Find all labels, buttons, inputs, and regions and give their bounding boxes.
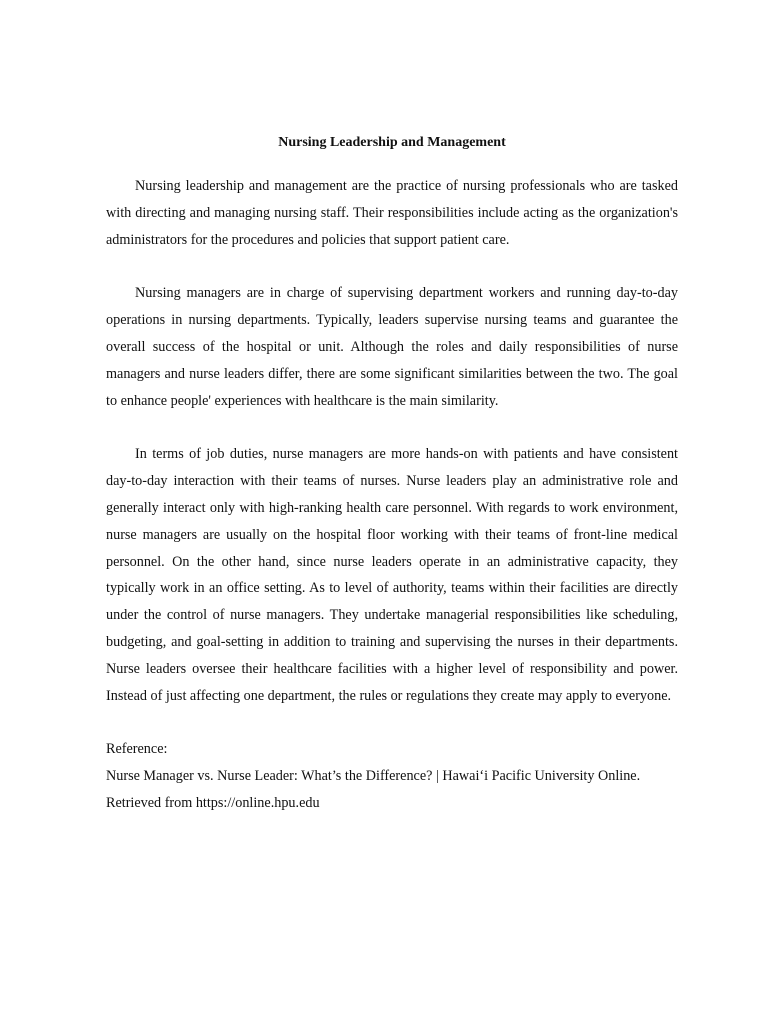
paragraph-spacer: [106, 253, 678, 280]
reference-label: Reference:: [106, 741, 168, 758]
paragraph-3: In terms of job duties, nurse managers are more hands-on with patients and have consistent day-to-day interaction with their teams of nurses. Nurse leaders play an administrative role and generally interact only with high-ranking health care personnel. With regards to work environment, nurse managers are usually on the hospital floor working with their teams of front-line medical personnel. On the other hand, since nurse leaders operate in an administrative capacity, they typically work in an office setting. As to level of authority, teams within their facilities are directly under the control of nurse managers. They undertake managerial responsibilities like scheduling, budgeting, and goal-setting in addition to training and supervising the nurses in their departments. Nurse leaders oversee their healthcare facilities with a higher level of responsibility and power. Instead of just affecting one department, the rules or regulations they create may apply to everyone.: [106, 446, 678, 704]
document-page: [106, 133, 678, 817]
paragraph-2: Nursing managers are in charge of supervising department workers and running day-to-day operations in nursing departments. Typically, leaders supervise nursing teams and guarantee the overall success of the hospital or unit. Although the roles and daily responsibilities of nurse managers and nurse leaders differ, there are some significant similarities between the two. The goal to enhance people' experiences with healthcare is the main similarity.: [106, 285, 678, 409]
reference-retrieved: Retrieved from https://online.hpu.edu: [106, 794, 320, 811]
document-title: Nursing Leadership and Management: [278, 135, 506, 150]
paragraph-spacer: [106, 414, 678, 441]
reference-citation: Nurse Manager vs. Nurse Leader: What’s the Difference? | Hawai‘i Pacific University Online.: [106, 768, 641, 785]
paragraph-spacer: [106, 709, 678, 736]
paragraph-1: Nursing leadership and management are the practice of nursing professionals who are tasked with directing and managing nursing staff. Their responsibilities include acting as the organization's administrators for the procedures and policies that support patient care.: [106, 178, 678, 248]
